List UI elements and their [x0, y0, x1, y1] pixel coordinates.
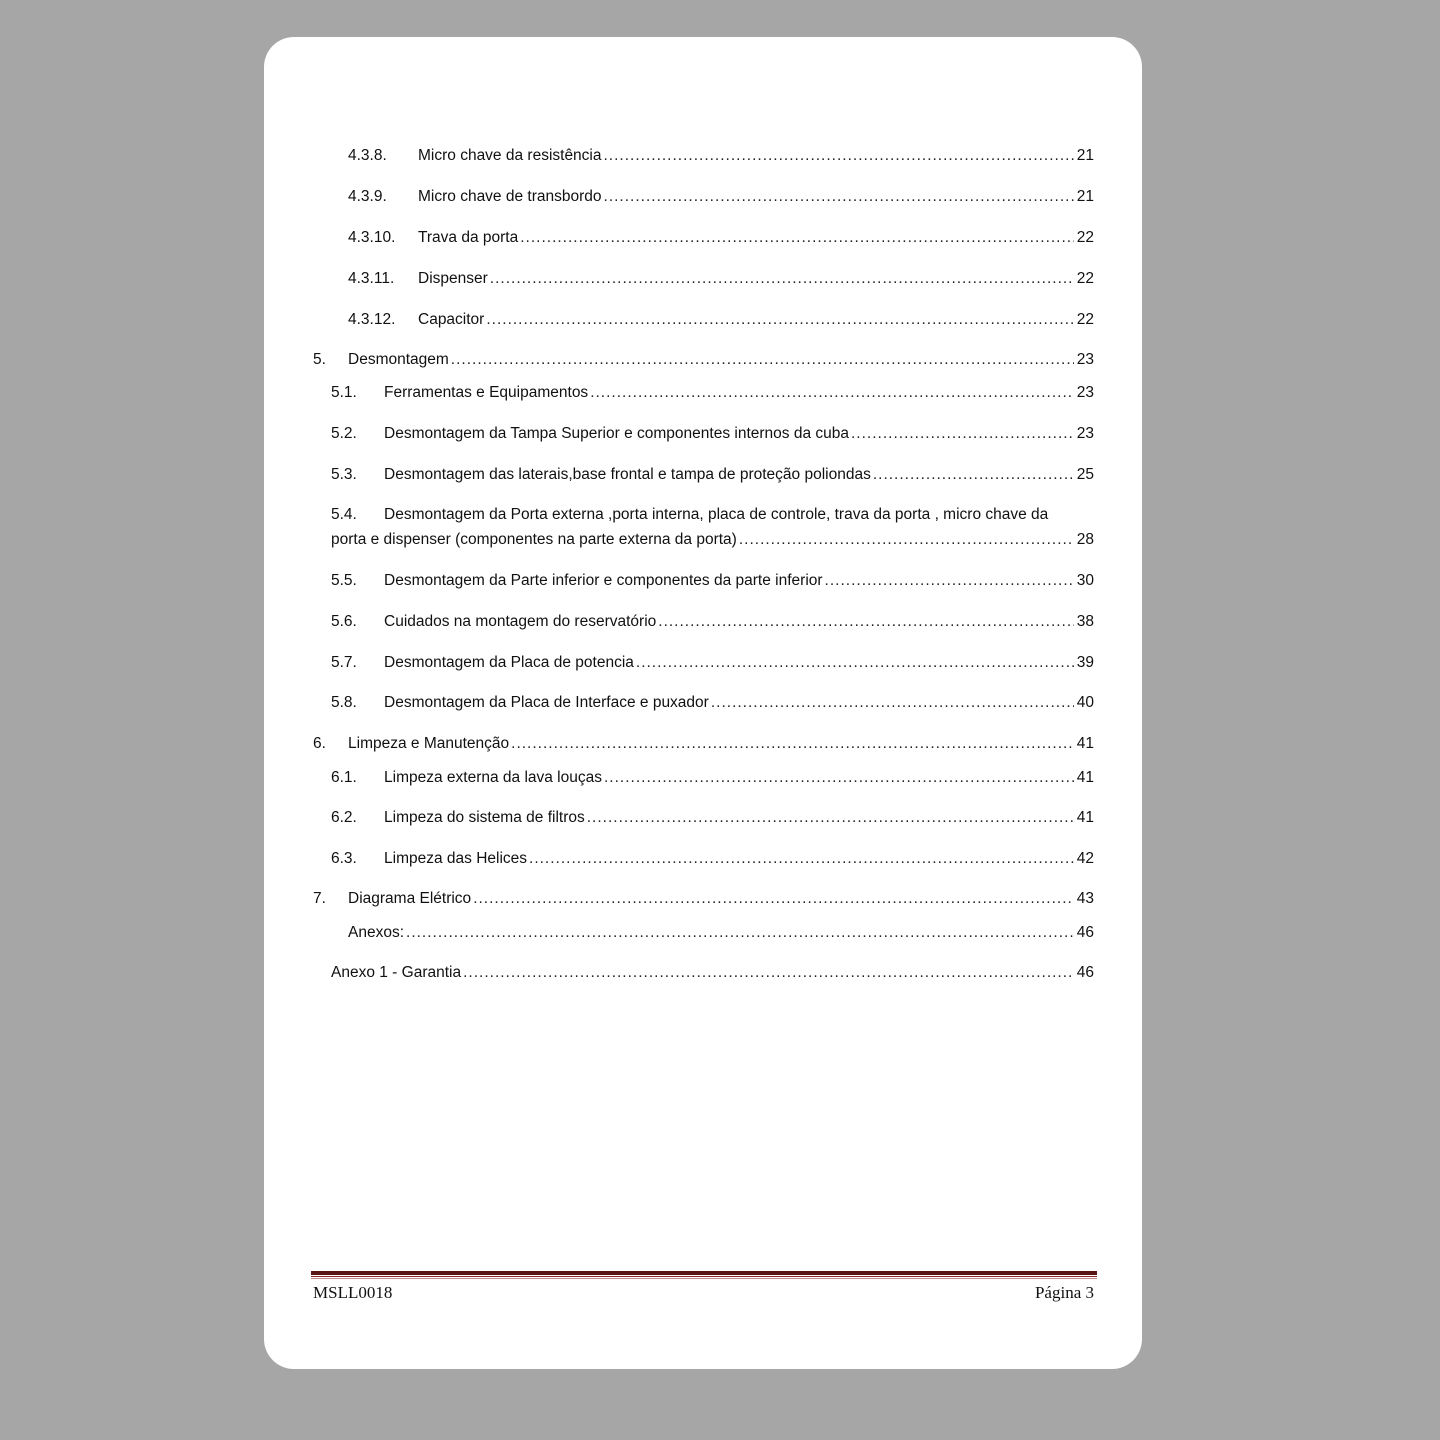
- toc-entry-number: 5.2.: [331, 425, 357, 442]
- toc-entry-title: Micro chave de transbordo: [418, 188, 602, 205]
- toc-entry-number: 4.3.11.: [348, 270, 395, 287]
- toc-dot-leader: [604, 766, 1074, 790]
- toc-entry[interactable]: [348, 226, 1094, 250]
- toc-entry-line-2[interactable]: [331, 528, 1094, 552]
- toc-dot-leader: [490, 267, 1074, 291]
- toc-entry-page: 21: [1076, 147, 1094, 164]
- document-page: [264, 37, 1142, 1369]
- toc-entry[interactable]: [331, 463, 1094, 487]
- toc-dot-leader: [520, 226, 1074, 250]
- toc-entry[interactable]: [348, 921, 1094, 945]
- toc-entry-page: 28: [1076, 531, 1094, 548]
- footer-divider-thin: [311, 1276, 1097, 1277]
- toc-entry-title: Desmontagem da Parte inferior e componentes da parte inferior: [384, 572, 823, 589]
- toc-entry-number: 5.: [313, 351, 326, 368]
- toc-dot-leader: [604, 144, 1074, 168]
- toc-entry[interactable]: [313, 732, 1094, 756]
- toc-entry-page: 46: [1076, 964, 1094, 981]
- toc-entry-title: Limpeza e Manutenção: [348, 735, 510, 752]
- toc-entry-page: 41: [1076, 769, 1094, 786]
- toc-entry-number: 6.3.: [331, 850, 357, 867]
- toc-entry-page: 42: [1076, 850, 1094, 867]
- toc-dot-leader: [873, 463, 1074, 487]
- toc-dot-leader: [604, 185, 1074, 209]
- toc-entry-page: 39: [1076, 654, 1094, 671]
- footer-document-code: MSLL0018: [313, 1283, 393, 1302]
- toc-entry-page: 38: [1076, 613, 1094, 630]
- toc-entry[interactable]: [331, 381, 1094, 405]
- toc-dot-leader: [486, 308, 1073, 332]
- toc-entry-title: Diagrama Elétrico: [348, 890, 472, 907]
- toc-entry-page: 41: [1076, 809, 1094, 826]
- toc-dot-leader: [851, 422, 1074, 446]
- toc-entry-title: Limpeza das Helices: [384, 850, 528, 867]
- footer-divider: [311, 1271, 1097, 1275]
- toc-dot-leader: [825, 569, 1074, 593]
- toc-entry[interactable]: [348, 185, 1094, 209]
- toc-entry-number: 5.3.: [331, 466, 357, 483]
- toc-entry-number: 4.3.9.: [348, 188, 387, 205]
- footer-divider-light: [311, 1278, 1097, 1279]
- toc-dot-leader: [511, 732, 1074, 756]
- toc-dot-leader: [529, 847, 1074, 871]
- toc-entry-title: Desmontagem da Tampa Superior e componentes internos da cuba: [384, 425, 849, 442]
- toc-entry-page: 22: [1076, 229, 1094, 246]
- toc-dot-leader: [473, 887, 1074, 911]
- toc-entry-number: 7.: [313, 890, 326, 907]
- toc-dot-leader: [406, 921, 1074, 945]
- toc-dot-leader: [451, 348, 1074, 372]
- toc-entry[interactable]: [331, 610, 1094, 634]
- footer-page-number: Página 3: [1034, 1283, 1094, 1302]
- toc-entry[interactable]: [331, 651, 1094, 675]
- toc-dot-leader: [658, 610, 1073, 634]
- toc-entry-page: 21: [1076, 188, 1094, 205]
- toc-entry[interactable]: [331, 847, 1094, 871]
- toc-entry-title: Dispenser: [418, 270, 488, 287]
- toc-entry-title: Micro chave da resistência: [418, 147, 602, 164]
- toc-entry-title: Desmontagem das laterais,base frontal e tampa de proteção poliondas: [384, 466, 871, 483]
- toc-entry-number: 4.3.10.: [348, 229, 396, 246]
- toc-entry-title-continued: porta e dispenser (componentes na parte externa da porta): [331, 531, 737, 548]
- toc-entry-page: 41: [1076, 735, 1094, 752]
- toc-entry[interactable]: [331, 569, 1094, 593]
- toc-entry-number: 5.5.: [331, 572, 357, 589]
- toc-entry-title: Desmontagem da Placa de Interface e puxador: [384, 694, 709, 711]
- toc-entry-title: Capacitor: [418, 311, 485, 328]
- toc-entry[interactable]: [331, 961, 1094, 985]
- toc-entry[interactable]: [331, 806, 1094, 830]
- toc-entry-number: 6.1.: [331, 769, 357, 786]
- toc-entry-number: 6.: [313, 735, 326, 752]
- toc-dot-leader: [636, 651, 1074, 675]
- toc-entry[interactable]: [313, 348, 1094, 372]
- toc-entry-page: 23: [1076, 425, 1094, 442]
- toc-entry-title: Desmontagem da Porta externa ,porta interna, placa de controle, trava da porta , micro chave da: [384, 506, 1049, 523]
- toc-entry-page: 23: [1076, 384, 1094, 401]
- toc-entry[interactable]: [313, 887, 1094, 911]
- toc-entry-page: 30: [1076, 572, 1094, 589]
- toc-dot-leader: [587, 806, 1074, 830]
- toc-entry-title: Desmontagem da Placa de potencia: [384, 654, 634, 671]
- toc-entry-title: Anexos:: [348, 924, 405, 941]
- toc-entry-title: Anexo 1 - Garantia: [331, 964, 462, 981]
- toc-dot-leader: [463, 961, 1074, 985]
- toc-entry-page: 46: [1076, 924, 1094, 941]
- toc-entry-number: 4.3.12.: [348, 311, 396, 328]
- toc-entry-title: Limpeza externa da lava louças: [384, 769, 602, 786]
- toc-entry-page: 23: [1076, 351, 1094, 368]
- toc-dot-leader: [739, 528, 1074, 552]
- toc-entry-page: 22: [1076, 311, 1094, 328]
- toc-entry-title: Limpeza do sistema de filtros: [384, 809, 585, 826]
- toc-entry-title: Ferramentas e Equipamentos: [384, 384, 589, 401]
- toc-dot-leader: [711, 691, 1074, 715]
- toc-entry[interactable]: [348, 144, 1094, 168]
- toc-entry-number: 6.2.: [331, 809, 357, 826]
- toc-entry-number: 5.8.: [331, 694, 357, 711]
- toc-entry[interactable]: [348, 267, 1094, 291]
- toc-entry-number: 5.7.: [331, 654, 357, 671]
- toc-entry-title: Desmontagem: [348, 351, 449, 368]
- toc-entry[interactable]: [331, 691, 1094, 715]
- toc-entry-page: 22: [1076, 270, 1094, 287]
- toc-entry[interactable]: [348, 308, 1094, 332]
- toc-entry-page: 43: [1076, 890, 1094, 907]
- toc-entry-page: 40: [1076, 694, 1094, 711]
- toc-dot-leader: [590, 381, 1074, 405]
- toc-entry-number: 5.6.: [331, 613, 357, 630]
- toc-entry-line-1[interactable]: [331, 503, 1094, 527]
- toc-entry-title: Trava da porta: [418, 229, 519, 246]
- toc-entry-page: 25: [1076, 466, 1094, 483]
- toc-entry[interactable]: [331, 766, 1094, 790]
- toc-entry-number: 5.4.: [331, 506, 357, 523]
- toc-entry[interactable]: [331, 422, 1094, 446]
- toc-entry-number: 5.1.: [331, 384, 357, 401]
- toc-entry-title: Cuidados na montagem do reservatório: [384, 613, 657, 630]
- toc-entry-number: 4.3.8.: [348, 147, 387, 164]
